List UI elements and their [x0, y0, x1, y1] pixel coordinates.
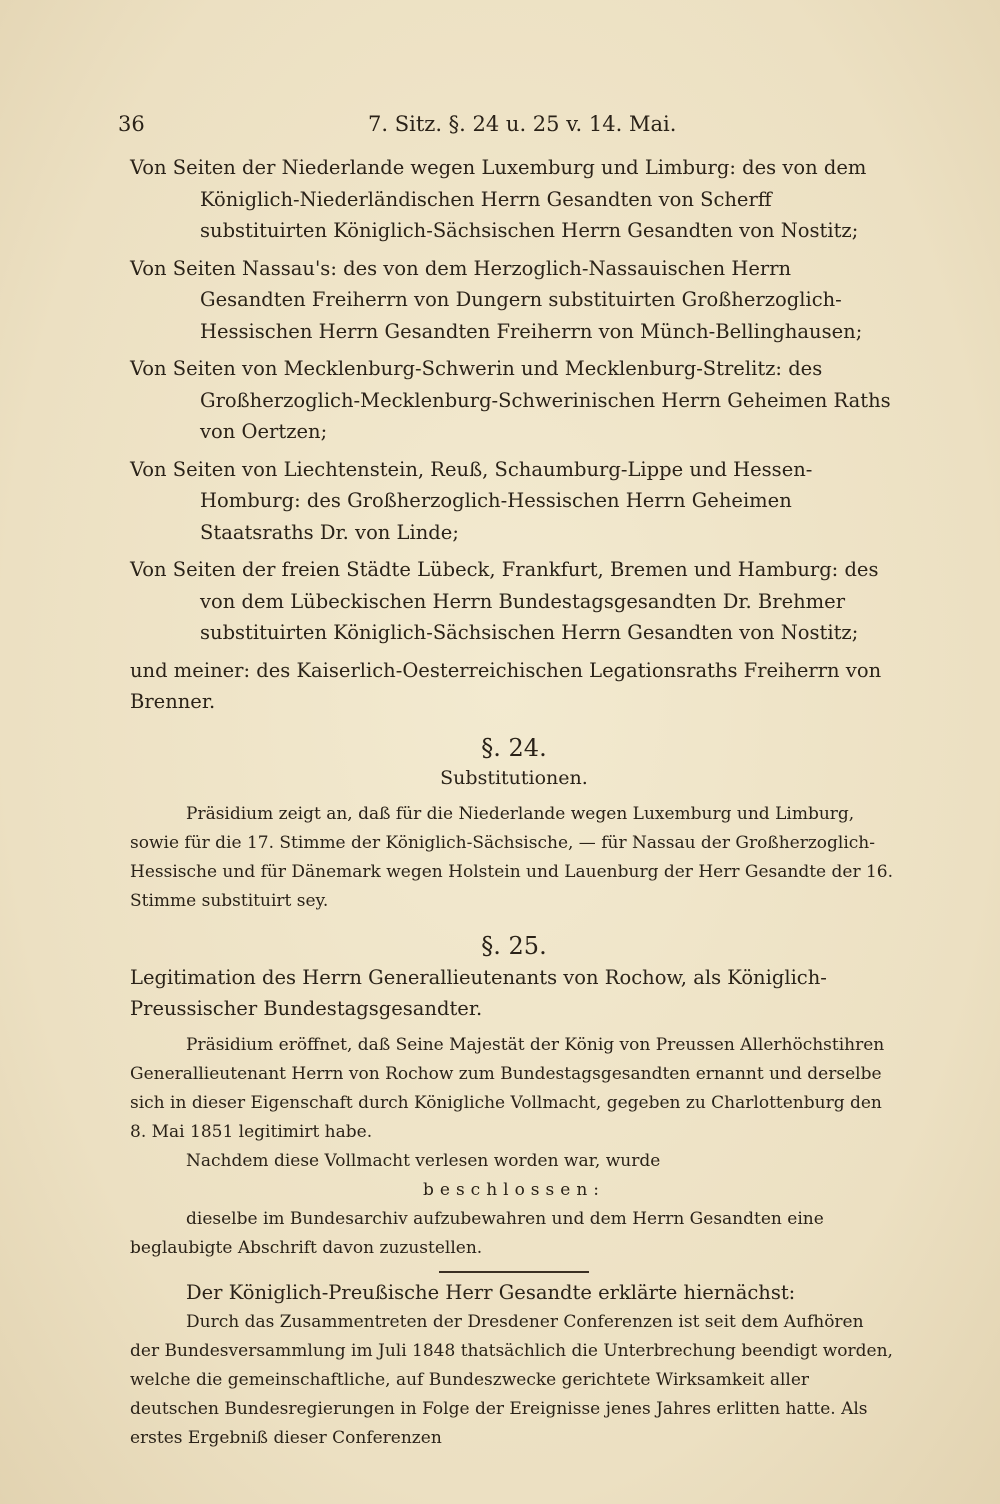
section-24-text: Präsidium zeigt an, daß für die Niederlande wegen Luxemburg und Limburg, sowie für die 17. Stimme der Königlich-Sächsische, — für Nassau der Großherzoglich-Hessische und für Dänemark wegen Holstein und Lauenburg der Herr Gesandte der 16. Stimme substituirt sey.	[130, 803, 894, 911]
section-25-title: Legitimation des Herrn Generallieutenants von Rochow, als Königlich-Preussischer Bundestagsgesandter.	[130, 965, 827, 1020]
paragraph-liechtenstein: Von Seiten von Liechtenstein, Reuß, Schaumburg-Lippe und Hessen-Homburg: des Großherzoglich-Hessischen Herrn Geheimen Staatsraths Dr. von Linde;	[130, 457, 813, 544]
resolved-label: beschlossen:	[423, 1179, 605, 1200]
section-25-text-3: dieselbe im Bundesarchiv aufzubewahren und dem Herrn Gesandten eine beglaubigte Abschrift davon zuzustellen.	[130, 1208, 824, 1258]
paragraph-niederlande: Von Seiten der Niederlande wegen Luxemburg und Limburg: des von dem Königlich-Niederländischen Herrn Gesandten von Scherff substituirten Königlich-Sächsischen Herrn Gesandten von Nostitz;	[130, 156, 867, 242]
section-24-title: Substitutionen.	[440, 766, 588, 789]
page-header	[118, 112, 888, 142]
paragraph-nassau: Von Seiten Nassau's: des von dem Herzoglich-Nassauischen Herrn Gesandten Freiherrn von Dungern substituirten Großherzoglich-Hessischen Herrn Gesandten Freiherrn von Münch-Bellinghausen;	[130, 256, 863, 343]
section-25-text-2: Nachdem diese Vollmacht verlesen worden war, wurde	[186, 1150, 661, 1171]
paragraph-freie-staedte: Von Seiten der freien Städte Lübeck, Frankfurt, Bremen und Hamburg: des von dem Lübeckischen Herrn Bundestagsgesandten Dr. Brehmer substituirten Königlich-Sächsischen Herrn Gesandten von Nostitz;	[130, 558, 879, 644]
section-25-text-1: Präsidium eröffnet, daß Seine Majestät der König von Preussen Allerhöchstihren Generallieutenant Herrn von Rochow zum Bundestagsgesandten ernannt und derselbe sich in dieser Eigenschaft durch Königliche Vollmacht, gegeben zu Charlottenburg den 8. Mai 1851 legitimirt habe.	[130, 1034, 885, 1142]
section-25-text-4: Der Königlich-Preußische Herr Gesandte erklärte hiernächst:	[186, 1280, 796, 1304]
running-head: 7. Sitz. §. 24 u. 25 v. 14. Mai.	[368, 112, 677, 136]
section-25-text-5: Durch das Zusammentreten der Dresdener Conferenzen ist seit dem Aufhören der Bundesversammlung im Juli 1848 thatsächlich die Unterbrechung beendigt worden, welche die gemeinschaftliche, auf Bundeszwecke gerichtete Wirksamkeit aller deutschen Bundesregierungen in Folge der Ereignisse jenes Jahres erlitten hatte. Als erstes Ergebniß dieser Conferenzen	[130, 1312, 893, 1448]
section-25-heading: §. 25.	[481, 931, 547, 960]
section-24-heading: §. 24.	[481, 733, 547, 762]
paragraph-mecklenburg: Von Seiten von Mecklenburg-Schwerin und Mecklenburg-Strelitz: des Großherzoglich-Mecklenburg-Schwerinischen Herrn Geheimen Raths von Oertzen;	[130, 357, 891, 443]
body-text	[130, 152, 898, 1453]
paragraph-meiner: und meiner: des Kaiserlich-Oesterreichischen Legationsraths Freiherrn von Brenner.	[130, 658, 882, 713]
page-number: 36	[118, 112, 145, 136]
divider-rule	[439, 1271, 589, 1273]
